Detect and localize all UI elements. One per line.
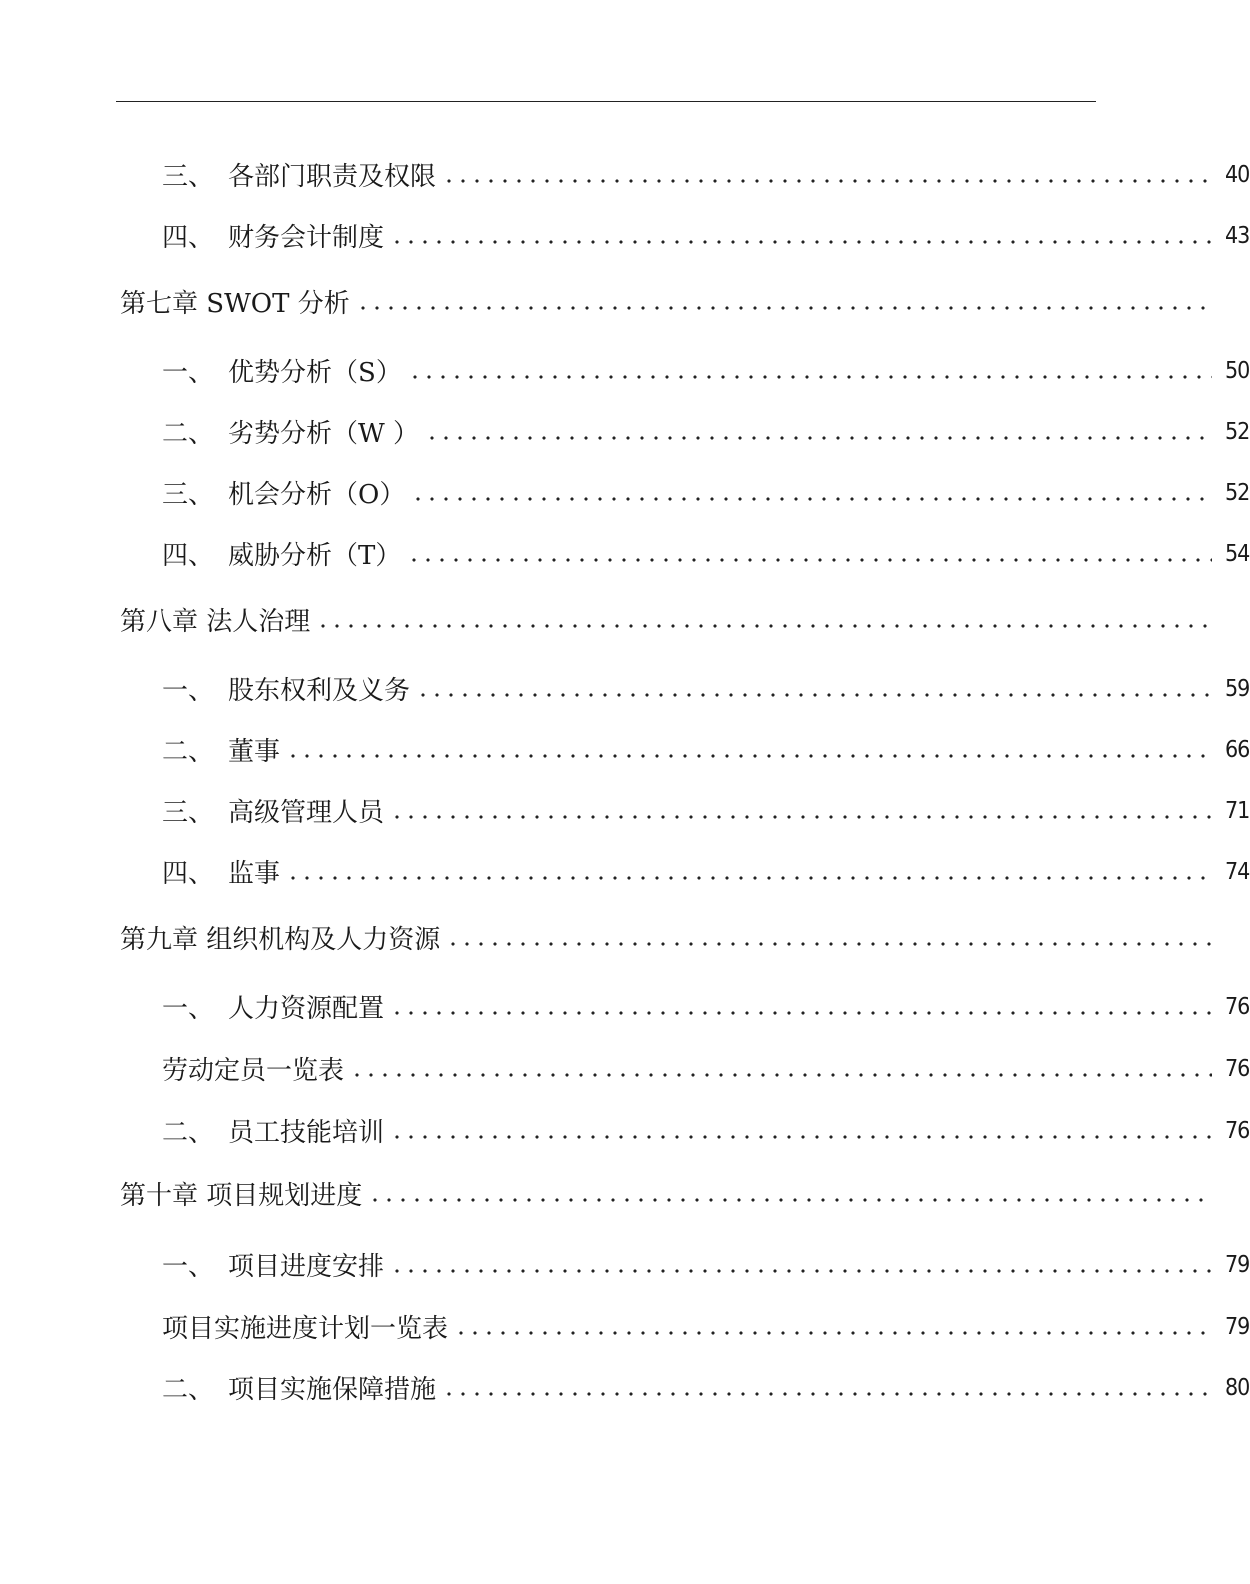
dot-leader [390,1267,1212,1275]
toc-page-number: 79 [1225,1252,1250,1278]
toc-page-number: 76 [1225,1118,1250,1144]
toc-entry-number: 一、 [162,676,215,706]
toc-section-entry[interactable] [162,213,1250,253]
toc-section-entry[interactable] [162,531,1250,571]
toc-entry-number: 一、 [162,358,215,388]
toc-section-entry[interactable] [162,984,1250,1024]
toc-entry-title: 各部门职责及权限 [228,162,437,192]
dot-leader [442,1390,1212,1398]
toc-entry-title: 第八章 法人治理 [120,607,311,637]
toc-page-number: 79 [1225,1314,1250,1340]
toc-entry-number: 三、 [162,798,215,828]
toc-entry-number: 四、 [162,541,215,571]
toc-entry-title: 监事 [228,859,281,889]
toc-section-entry[interactable] [162,666,1250,706]
toc-page-number: 71 [1225,798,1250,824]
toc-section-entry[interactable] [162,1108,1250,1148]
dot-leader [390,238,1212,246]
toc-section-entry[interactable] [162,1304,1250,1344]
toc-entry-number: 一、 [162,1252,215,1282]
toc-entry-title: 第九章 组织机构及人力资源 [120,925,441,955]
toc-entry-title: 项目实施保障措施 [228,1375,437,1405]
dot-leader [442,177,1212,185]
toc-page-number: 50 [1225,358,1250,384]
toc-section-entry[interactable] [162,1242,1250,1282]
dot-leader [368,1196,1212,1204]
dot-leader [408,373,1212,381]
toc-section-entry[interactable] [162,470,1250,510]
toc-section-entry[interactable] [162,1365,1250,1405]
dot-leader [425,434,1212,442]
toc-section-entry[interactable] [162,788,1250,828]
toc-section-entry[interactable] [162,1046,1250,1086]
toc-section-entry[interactable] [162,849,1250,889]
toc-entry-title: 项目实施进度计划一览表 [162,1314,449,1344]
dot-leader [390,813,1212,821]
toc-section-entry[interactable] [162,348,1250,388]
toc-entry-title: 高级管理人员 [228,798,385,828]
toc-page-number: 52 [1225,419,1250,445]
dot-leader [407,556,1212,564]
dot-leader [390,1009,1212,1017]
toc-entry-title: 董事 [228,737,281,767]
toc-entry-number: 二、 [162,1375,215,1405]
toc-section-entry[interactable] [162,409,1250,449]
toc-section-entry[interactable] [162,152,1250,192]
toc-entry-number: 三、 [162,162,215,192]
dot-leader [390,1133,1212,1141]
toc-chapter-entry[interactable] [120,279,1212,319]
toc-page-number: 74 [1225,859,1250,885]
toc-entry-number: 四、 [162,223,215,253]
toc-entry-title: 劣势分析（W ） [228,419,420,449]
toc-page-number: 80 [1225,1375,1250,1401]
dot-leader [416,691,1212,699]
dot-leader [356,304,1212,312]
dot-leader [454,1329,1212,1337]
toc-entry-title: 财务会计制度 [228,223,385,253]
dot-leader [316,622,1212,630]
toc-entry-title: 机会分析（O） [228,480,406,510]
toc-page-number: 59 [1225,676,1250,702]
toc-page-number: 54 [1225,541,1250,567]
toc-entry-title: 第十章 项目规划进度 [120,1181,363,1211]
toc-entry-title: 第七章 SWOT 分析 [120,289,350,319]
toc-page-number: 76 [1225,994,1250,1020]
toc-page-number: 76 [1225,1056,1250,1082]
toc-page-number: 66 [1225,737,1250,763]
dot-leader [446,940,1212,948]
toc-chapter-entry[interactable] [120,915,1212,955]
toc-entry-number: 三、 [162,480,215,510]
toc-section-entry[interactable] [162,727,1250,767]
toc-entry-number: 四、 [162,859,215,889]
toc-entry-title: 股东权利及义务 [228,676,411,706]
toc-page-number: 52 [1225,480,1250,506]
toc-entry-title: 项目进度安排 [228,1252,385,1282]
toc-entry-title: 员工技能培训 [228,1118,385,1148]
toc-entry-number: 二、 [162,1118,215,1148]
toc-chapter-entry[interactable] [120,1171,1212,1211]
dot-leader [286,752,1212,760]
toc-page-number: 43 [1225,223,1250,249]
dot-leader [411,495,1212,503]
toc-entry-title: 优势分析（S） [228,358,402,388]
dot-leader [286,874,1212,882]
toc-entry-number: 二、 [162,419,215,449]
toc-entry-title: 威胁分析（T） [228,541,402,571]
toc-entry-number: 二、 [162,737,215,767]
toc-page-number: 40 [1225,162,1250,188]
toc-chapter-entry[interactable] [120,597,1212,637]
toc-entry-number: 一、 [162,994,215,1024]
dot-leader [350,1071,1212,1079]
toc-entry-title: 劳动定员一览表 [162,1056,345,1086]
toc-entry-title: 人力资源配置 [228,994,385,1024]
